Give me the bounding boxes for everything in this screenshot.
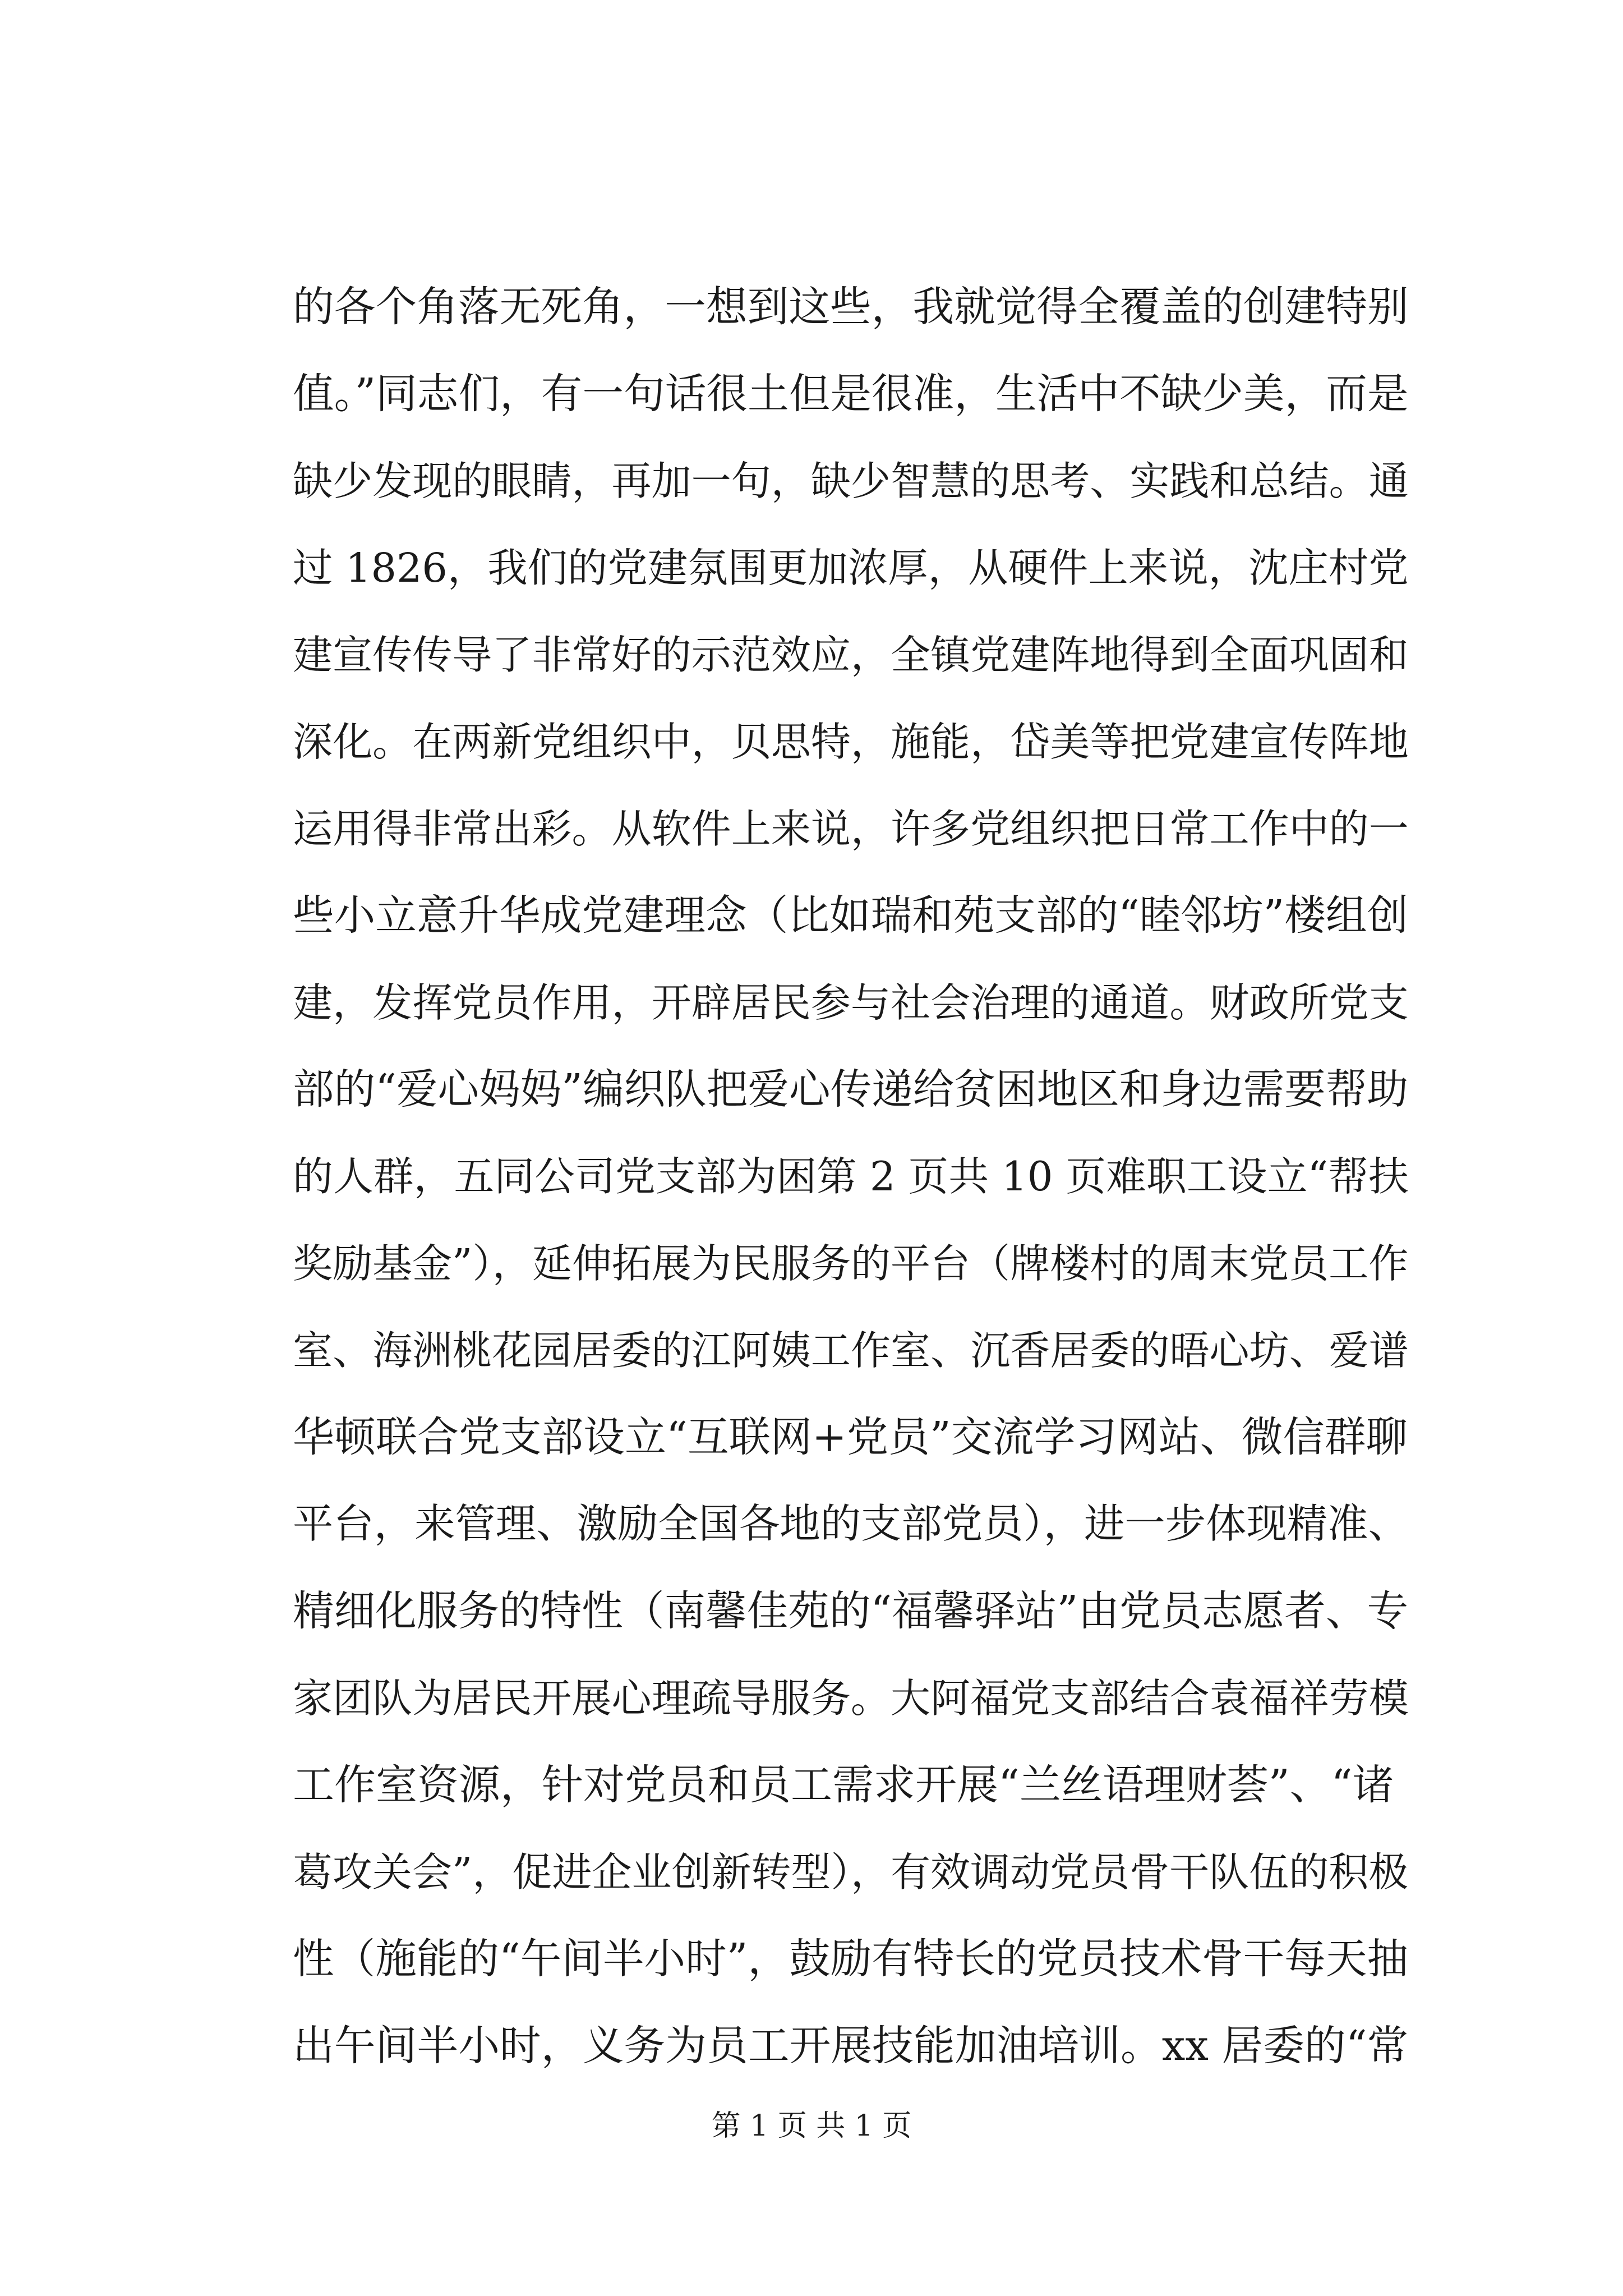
- text-line: 值。”同志们，有一句话很土但是很准，生活中不缺少美，而是: [293, 370, 1409, 418]
- text-line: 些小立意升华成党建理念（比如瑞和苑支部的“睦邻坊”楼组创: [293, 892, 1409, 940]
- text-line: 的人群，五同公司党支部为困第 2 页共 10 页难职工设立“帮扶: [293, 1153, 1409, 1200]
- text-line: 缺少发现的眼睛，再加一句，缺少智慧的思考、实践和总结。通: [293, 458, 1409, 504]
- text-line: 运用得非常出彩。从软件上来说，许多党组织把日常工作中的一: [293, 806, 1409, 852]
- text-line: 出午间半小时，义务为员工开展技能加油培训。xx 居委的“常: [293, 2022, 1409, 2070]
- text-line: 精细化服务的特性（南馨佳苑的“福馨驿站”由党员志愿者、专: [293, 1588, 1409, 1635]
- text-line: 建宣传传导了非常好的示范效应，全镇党建阵地得到全面巩固和: [293, 632, 1409, 678]
- text-line: 奖励基金”），延伸拓展为民服务的平台（牌楼村的周末党员工作: [293, 1240, 1409, 1287]
- text-line: 室、海洲桃花园居委的江阿姨工作室、沉香居委的晤心坊、爱谱: [293, 1327, 1409, 1374]
- text-line: 平台，来管理、激励全国各地的支部党员），进一步体现精准、: [293, 1501, 1409, 1548]
- text-line: 建，发挥党员作用，开辟居民参与社会治理的通道。财政所党支: [293, 979, 1409, 1026]
- text-line: 部的“爱心妈妈”编织队把爱心传递给贫困地区和身边需要帮助: [293, 1066, 1409, 1114]
- body-text: [293, 264, 1409, 2090]
- text-line: 深化。在两新党组织中，贝思特，施能，岱美等把党建宣传阵地: [293, 719, 1409, 765]
- text-line: 华顿联合党支部设立“互联网+党员”交流学习网站、微信群聊: [293, 1413, 1408, 1461]
- page-footer: 第 1 页 共 1 页: [711, 2109, 912, 2143]
- text-line: 葛攻关会”，促进企业创新转型），有效调动党员骨干队伍的积极: [293, 1849, 1409, 1895]
- text-line: 的各个角落无死角，一想到这些，我就觉得全覆盖的创建特别: [293, 283, 1409, 331]
- text-line: 过 1826，我们的党建氛围更加浓厚，从硬件上来说，沈庄村党: [293, 545, 1409, 591]
- text-line: 工作室资源，针对党员和员工需求开展“兰丝语理财荟”、“诸: [293, 1761, 1394, 1809]
- text-line: 家团队为居民开展心理疏导服务。大阿福党支部结合袁福祥劳模: [293, 1675, 1409, 1722]
- text-line: 性（施能的“午间半小时”，鼓励有特长的党员技术骨干每天抽: [293, 1935, 1409, 1983]
